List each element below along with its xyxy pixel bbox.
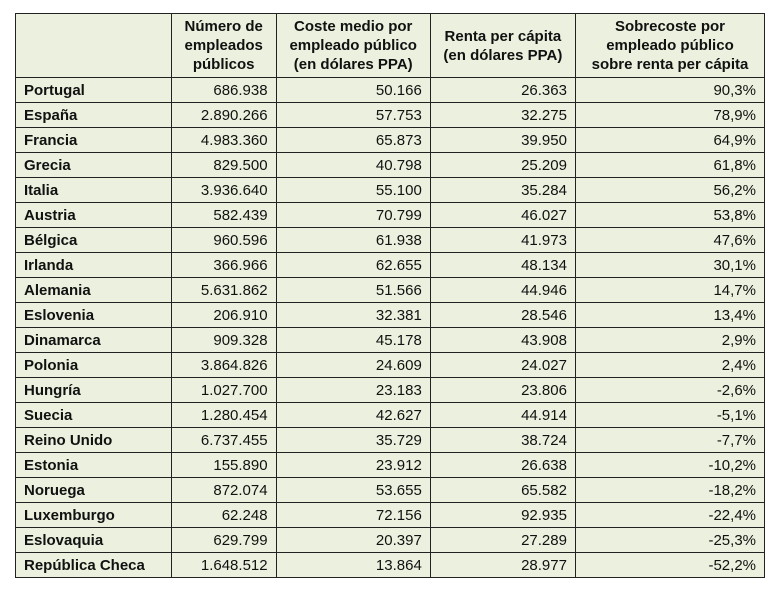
table-row	[16, 303, 765, 328]
overcost-cell: 61,8%	[575, 153, 764, 178]
avg-cost-cell: 70.799	[276, 203, 430, 228]
employees-cell: 206.910	[171, 303, 276, 328]
per-capita-cell: 35.284	[430, 178, 575, 203]
employees-cell: 686.938	[171, 78, 276, 103]
table-row	[16, 378, 765, 403]
overcost-cell: 2,4%	[575, 353, 764, 378]
employees-cell: 629.799	[171, 528, 276, 553]
country-cell: Dinamarca	[16, 328, 172, 353]
avg-cost-cell: 23.183	[276, 378, 430, 403]
avg-cost-cell: 40.798	[276, 153, 430, 178]
avg-cost-cell: 50.166	[276, 78, 430, 103]
avg-cost-cell: 53.655	[276, 478, 430, 503]
per-capita-cell: 26.363	[430, 78, 575, 103]
table-row	[16, 553, 765, 578]
table-row	[16, 278, 765, 303]
per-capita-cell: 38.724	[430, 428, 575, 453]
country-cell: Bélgica	[16, 228, 172, 253]
per-capita-cell: 24.027	[430, 353, 575, 378]
table-row	[16, 453, 765, 478]
country-cell: Luxemburgo	[16, 503, 172, 528]
per-capita-cell: 43.908	[430, 328, 575, 353]
avg-cost-cell: 65.873	[276, 128, 430, 153]
overcost-cell: 2,9%	[575, 328, 764, 353]
overcost-cell: 53,8%	[575, 203, 764, 228]
table-header	[16, 14, 765, 78]
per-capita-cell: 46.027	[430, 203, 575, 228]
table-row	[16, 78, 765, 103]
overcost-cell: -22,4%	[575, 503, 764, 528]
per-capita-cell: 48.134	[430, 253, 575, 278]
country-cell: Italia	[16, 178, 172, 203]
overcost-cell: -52,2%	[575, 553, 764, 578]
country-cell: Polonia	[16, 353, 172, 378]
header-num-employees: Número de empleados públicos	[171, 14, 276, 78]
avg-cost-cell: 13.864	[276, 553, 430, 578]
country-cell: Alemania	[16, 278, 172, 303]
country-cell: Hungría	[16, 378, 172, 403]
employees-cell: 155.890	[171, 453, 276, 478]
employees-cell: 3.936.640	[171, 178, 276, 203]
table-row	[16, 253, 765, 278]
country-cell: República Checa	[16, 553, 172, 578]
per-capita-cell: 44.914	[430, 403, 575, 428]
country-cell: Estonia	[16, 453, 172, 478]
header-country	[16, 14, 172, 78]
country-cell: Grecia	[16, 153, 172, 178]
table-row	[16, 528, 765, 553]
employees-cell: 5.631.862	[171, 278, 276, 303]
overcost-cell: 64,9%	[575, 128, 764, 153]
avg-cost-cell: 42.627	[276, 403, 430, 428]
employees-cell: 4.983.360	[171, 128, 276, 153]
overcost-cell: 78,9%	[575, 103, 764, 128]
country-cell: Eslovaquia	[16, 528, 172, 553]
per-capita-cell: 23.806	[430, 378, 575, 403]
country-cell: Irlanda	[16, 253, 172, 278]
employees-cell: 1.648.512	[171, 553, 276, 578]
employees-cell: 829.500	[171, 153, 276, 178]
employees-cell: 62.248	[171, 503, 276, 528]
per-capita-cell: 27.289	[430, 528, 575, 553]
country-cell: Austria	[16, 203, 172, 228]
table-row	[16, 228, 765, 253]
overcost-cell: -25,3%	[575, 528, 764, 553]
overcost-cell: 90,3%	[575, 78, 764, 103]
avg-cost-cell: 62.655	[276, 253, 430, 278]
country-cell: Reino Unido	[16, 428, 172, 453]
table-row	[16, 328, 765, 353]
table-body	[16, 78, 765, 578]
table-row	[16, 478, 765, 503]
employees-cell: 3.864.826	[171, 353, 276, 378]
overcost-cell: -7,7%	[575, 428, 764, 453]
per-capita-cell: 28.546	[430, 303, 575, 328]
header-overcost: Sobrecoste por empleado público sobre renta per cápita	[575, 14, 764, 78]
overcost-cell: -18,2%	[575, 478, 764, 503]
per-capita-cell: 92.935	[430, 503, 575, 528]
country-cell: Portugal	[16, 78, 172, 103]
overcost-cell: -2,6%	[575, 378, 764, 403]
overcost-cell: -10,2%	[575, 453, 764, 478]
overcost-cell: 56,2%	[575, 178, 764, 203]
table-row	[16, 428, 765, 453]
per-capita-cell: 28.977	[430, 553, 575, 578]
avg-cost-cell: 20.397	[276, 528, 430, 553]
header-avg-cost: Coste medio por empleado público (en dólares PPA)	[276, 14, 430, 78]
avg-cost-cell: 24.609	[276, 353, 430, 378]
avg-cost-cell: 23.912	[276, 453, 430, 478]
overcost-cell: -5,1%	[575, 403, 764, 428]
country-cell: Suecia	[16, 403, 172, 428]
per-capita-cell: 32.275	[430, 103, 575, 128]
avg-cost-cell: 51.566	[276, 278, 430, 303]
table-row	[16, 128, 765, 153]
overcost-cell: 47,6%	[575, 228, 764, 253]
avg-cost-cell: 35.729	[276, 428, 430, 453]
table-row	[16, 153, 765, 178]
country-cell: Francia	[16, 128, 172, 153]
avg-cost-cell: 45.178	[276, 328, 430, 353]
per-capita-cell: 39.950	[430, 128, 575, 153]
overcost-cell: 30,1%	[575, 253, 764, 278]
employees-cell: 960.596	[171, 228, 276, 253]
public-employee-cost-table	[15, 13, 765, 578]
employees-cell: 582.439	[171, 203, 276, 228]
overcost-cell: 14,7%	[575, 278, 764, 303]
employees-cell: 2.890.266	[171, 103, 276, 128]
table-row	[16, 103, 765, 128]
avg-cost-cell: 55.100	[276, 178, 430, 203]
employees-cell: 909.328	[171, 328, 276, 353]
table-row	[16, 353, 765, 378]
per-capita-cell: 41.973	[430, 228, 575, 253]
per-capita-cell: 26.638	[430, 453, 575, 478]
employees-cell: 872.074	[171, 478, 276, 503]
overcost-cell: 13,4%	[575, 303, 764, 328]
avg-cost-cell: 61.938	[276, 228, 430, 253]
table-row	[16, 503, 765, 528]
per-capita-cell: 65.582	[430, 478, 575, 503]
table-row	[16, 403, 765, 428]
table-row	[16, 178, 765, 203]
country-cell: Noruega	[16, 478, 172, 503]
table-row	[16, 203, 765, 228]
header-per-capita-income: Renta per cápita (en dólares PPA)	[430, 14, 575, 78]
avg-cost-cell: 57.753	[276, 103, 430, 128]
employees-cell: 1.280.454	[171, 403, 276, 428]
country-cell: Eslovenia	[16, 303, 172, 328]
avg-cost-cell: 32.381	[276, 303, 430, 328]
per-capita-cell: 25.209	[430, 153, 575, 178]
country-cell: España	[16, 103, 172, 128]
employees-cell: 1.027.700	[171, 378, 276, 403]
per-capita-cell: 44.946	[430, 278, 575, 303]
employees-cell: 366.966	[171, 253, 276, 278]
header-row	[16, 14, 765, 78]
avg-cost-cell: 72.156	[276, 503, 430, 528]
employees-cell: 6.737.455	[171, 428, 276, 453]
